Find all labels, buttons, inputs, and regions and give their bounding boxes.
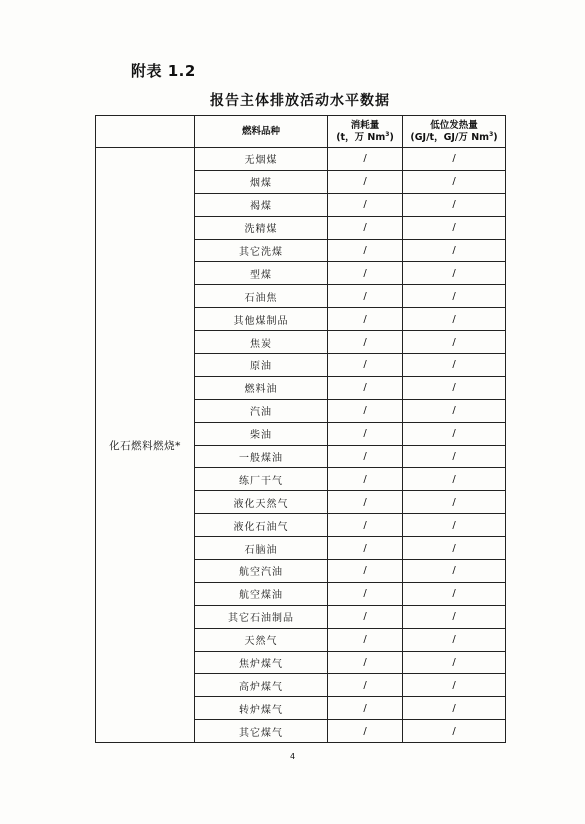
heat-value-cell: / bbox=[403, 262, 506, 285]
consumption-cell: / bbox=[328, 354, 403, 377]
header-consumption bbox=[328, 116, 403, 148]
table-body bbox=[96, 148, 506, 743]
heat-value-cell: / bbox=[403, 514, 506, 537]
fuel-name-cell: 液化天然气 bbox=[195, 491, 328, 514]
fuel-name-cell: 石油焦 bbox=[195, 285, 328, 308]
consumption-cell: / bbox=[328, 537, 403, 560]
fuel-name-cell: 天然气 bbox=[195, 628, 328, 651]
heat-value-cell: / bbox=[403, 537, 506, 560]
consumption-cell: / bbox=[328, 697, 403, 720]
activity-data-table bbox=[95, 115, 506, 743]
consumption-cell: / bbox=[328, 468, 403, 491]
consumption-cell: / bbox=[328, 285, 403, 308]
fuel-name-cell: 无烟煤 bbox=[195, 148, 328, 171]
fuel-name-cell: 高炉煤气 bbox=[195, 674, 328, 697]
consumption-cell: / bbox=[328, 582, 403, 605]
fuel-name-cell: 航空汽油 bbox=[195, 560, 328, 583]
header-consumption-title: 消耗量 bbox=[350, 119, 380, 131]
page-number: 4 bbox=[289, 752, 296, 761]
header-fuel-type: 燃料品种 bbox=[195, 116, 328, 148]
fuel-name-cell: 其它洗煤 bbox=[195, 239, 328, 262]
table-header-row bbox=[96, 116, 506, 148]
heat-value-cell: / bbox=[403, 628, 506, 651]
consumption-cell: / bbox=[328, 376, 403, 399]
header-heat-value-title: 低位发热量 bbox=[430, 119, 478, 131]
header-category bbox=[96, 116, 195, 148]
heat-value-cell: / bbox=[403, 468, 506, 491]
heat-value-cell: / bbox=[403, 170, 506, 193]
table-title: 报告主体排放活动水平数据 bbox=[210, 93, 390, 109]
heat-value-cell: / bbox=[403, 148, 506, 171]
fuel-name-cell: 柴油 bbox=[195, 422, 328, 445]
heat-value-cell: / bbox=[403, 354, 506, 377]
consumption-cell: / bbox=[328, 514, 403, 537]
heat-value-cell: / bbox=[403, 193, 506, 216]
consumption-cell: / bbox=[328, 216, 403, 239]
fuel-name-cell: 燃料油 bbox=[195, 376, 328, 399]
heat-value-cell: / bbox=[403, 582, 506, 605]
fuel-name-cell: 褐煤 bbox=[195, 193, 328, 216]
fuel-name-cell: 一般煤油 bbox=[195, 445, 328, 468]
heat-value-cell: / bbox=[403, 720, 506, 743]
header-consumption-unit-sup: 3 bbox=[385, 130, 390, 138]
heat-value-cell: / bbox=[403, 697, 506, 720]
heat-value-cell: / bbox=[403, 399, 506, 422]
consumption-cell: / bbox=[328, 308, 403, 331]
consumption-cell: / bbox=[328, 262, 403, 285]
consumption-cell: / bbox=[328, 399, 403, 422]
heat-value-cell: / bbox=[403, 216, 506, 239]
heat-value-cell: / bbox=[403, 445, 506, 468]
header-heat-value-unit-text: (GJ/t，GJ/万 Nm bbox=[410, 131, 490, 143]
consumption-cell: / bbox=[328, 239, 403, 262]
heat-value-cell: / bbox=[403, 605, 506, 628]
consumption-cell: / bbox=[328, 422, 403, 445]
appendix-label: 附表 1.2 bbox=[131, 62, 196, 80]
header-consumption-unit-close: ) bbox=[389, 131, 394, 143]
heat-value-cell: / bbox=[403, 560, 506, 583]
fuel-name-cell: 航空煤油 bbox=[195, 582, 328, 605]
category-cell: 化石燃料燃烧* bbox=[96, 148, 195, 743]
consumption-cell: / bbox=[328, 628, 403, 651]
heat-value-cell: / bbox=[403, 239, 506, 262]
fuel-name-cell: 其它煤气 bbox=[195, 720, 328, 743]
header-heat-value bbox=[403, 116, 506, 148]
heat-value-cell: / bbox=[403, 376, 506, 399]
consumption-cell: / bbox=[328, 170, 403, 193]
heat-value-cell: / bbox=[403, 491, 506, 514]
consumption-cell: / bbox=[328, 720, 403, 743]
fuel-name-cell: 汽油 bbox=[195, 399, 328, 422]
heat-value-cell: / bbox=[403, 422, 506, 445]
header-heat-value-unit-close: ) bbox=[493, 131, 498, 143]
fuel-name-cell: 液化石油气 bbox=[195, 514, 328, 537]
heat-value-cell: / bbox=[403, 651, 506, 674]
consumption-cell: / bbox=[328, 445, 403, 468]
fuel-name-cell: 其它石油制品 bbox=[195, 605, 328, 628]
fuel-name-cell: 洗精煤 bbox=[195, 216, 328, 239]
fuel-name-cell: 焦炉煤气 bbox=[195, 651, 328, 674]
heat-value-cell: / bbox=[403, 308, 506, 331]
fuel-name-cell: 石脑油 bbox=[195, 537, 328, 560]
header-heat-value-unit bbox=[403, 132, 505, 144]
table-row bbox=[96, 148, 506, 171]
consumption-cell: / bbox=[328, 651, 403, 674]
fuel-name-cell: 转炉煤气 bbox=[195, 697, 328, 720]
fuel-name-cell: 其他煤制品 bbox=[195, 308, 328, 331]
header-consumption-unit-text: (t，万 Nm bbox=[336, 131, 386, 143]
consumption-cell: / bbox=[328, 491, 403, 514]
header-consumption-unit bbox=[328, 132, 402, 144]
heat-value-cell: / bbox=[403, 674, 506, 697]
consumption-cell: / bbox=[328, 148, 403, 171]
heat-value-cell: / bbox=[403, 285, 506, 308]
fuel-name-cell: 型煤 bbox=[195, 262, 328, 285]
consumption-cell: / bbox=[328, 331, 403, 354]
consumption-cell: / bbox=[328, 674, 403, 697]
fuel-name-cell: 烟煤 bbox=[195, 170, 328, 193]
fuel-name-cell: 练厂干气 bbox=[195, 468, 328, 491]
fuel-name-cell: 焦炭 bbox=[195, 331, 328, 354]
consumption-cell: / bbox=[328, 605, 403, 628]
consumption-cell: / bbox=[328, 193, 403, 216]
consumption-cell: / bbox=[328, 560, 403, 583]
fuel-name-cell: 原油 bbox=[195, 354, 328, 377]
heat-value-cell: / bbox=[403, 331, 506, 354]
header-heat-value-unit-sup: 3 bbox=[489, 130, 494, 138]
